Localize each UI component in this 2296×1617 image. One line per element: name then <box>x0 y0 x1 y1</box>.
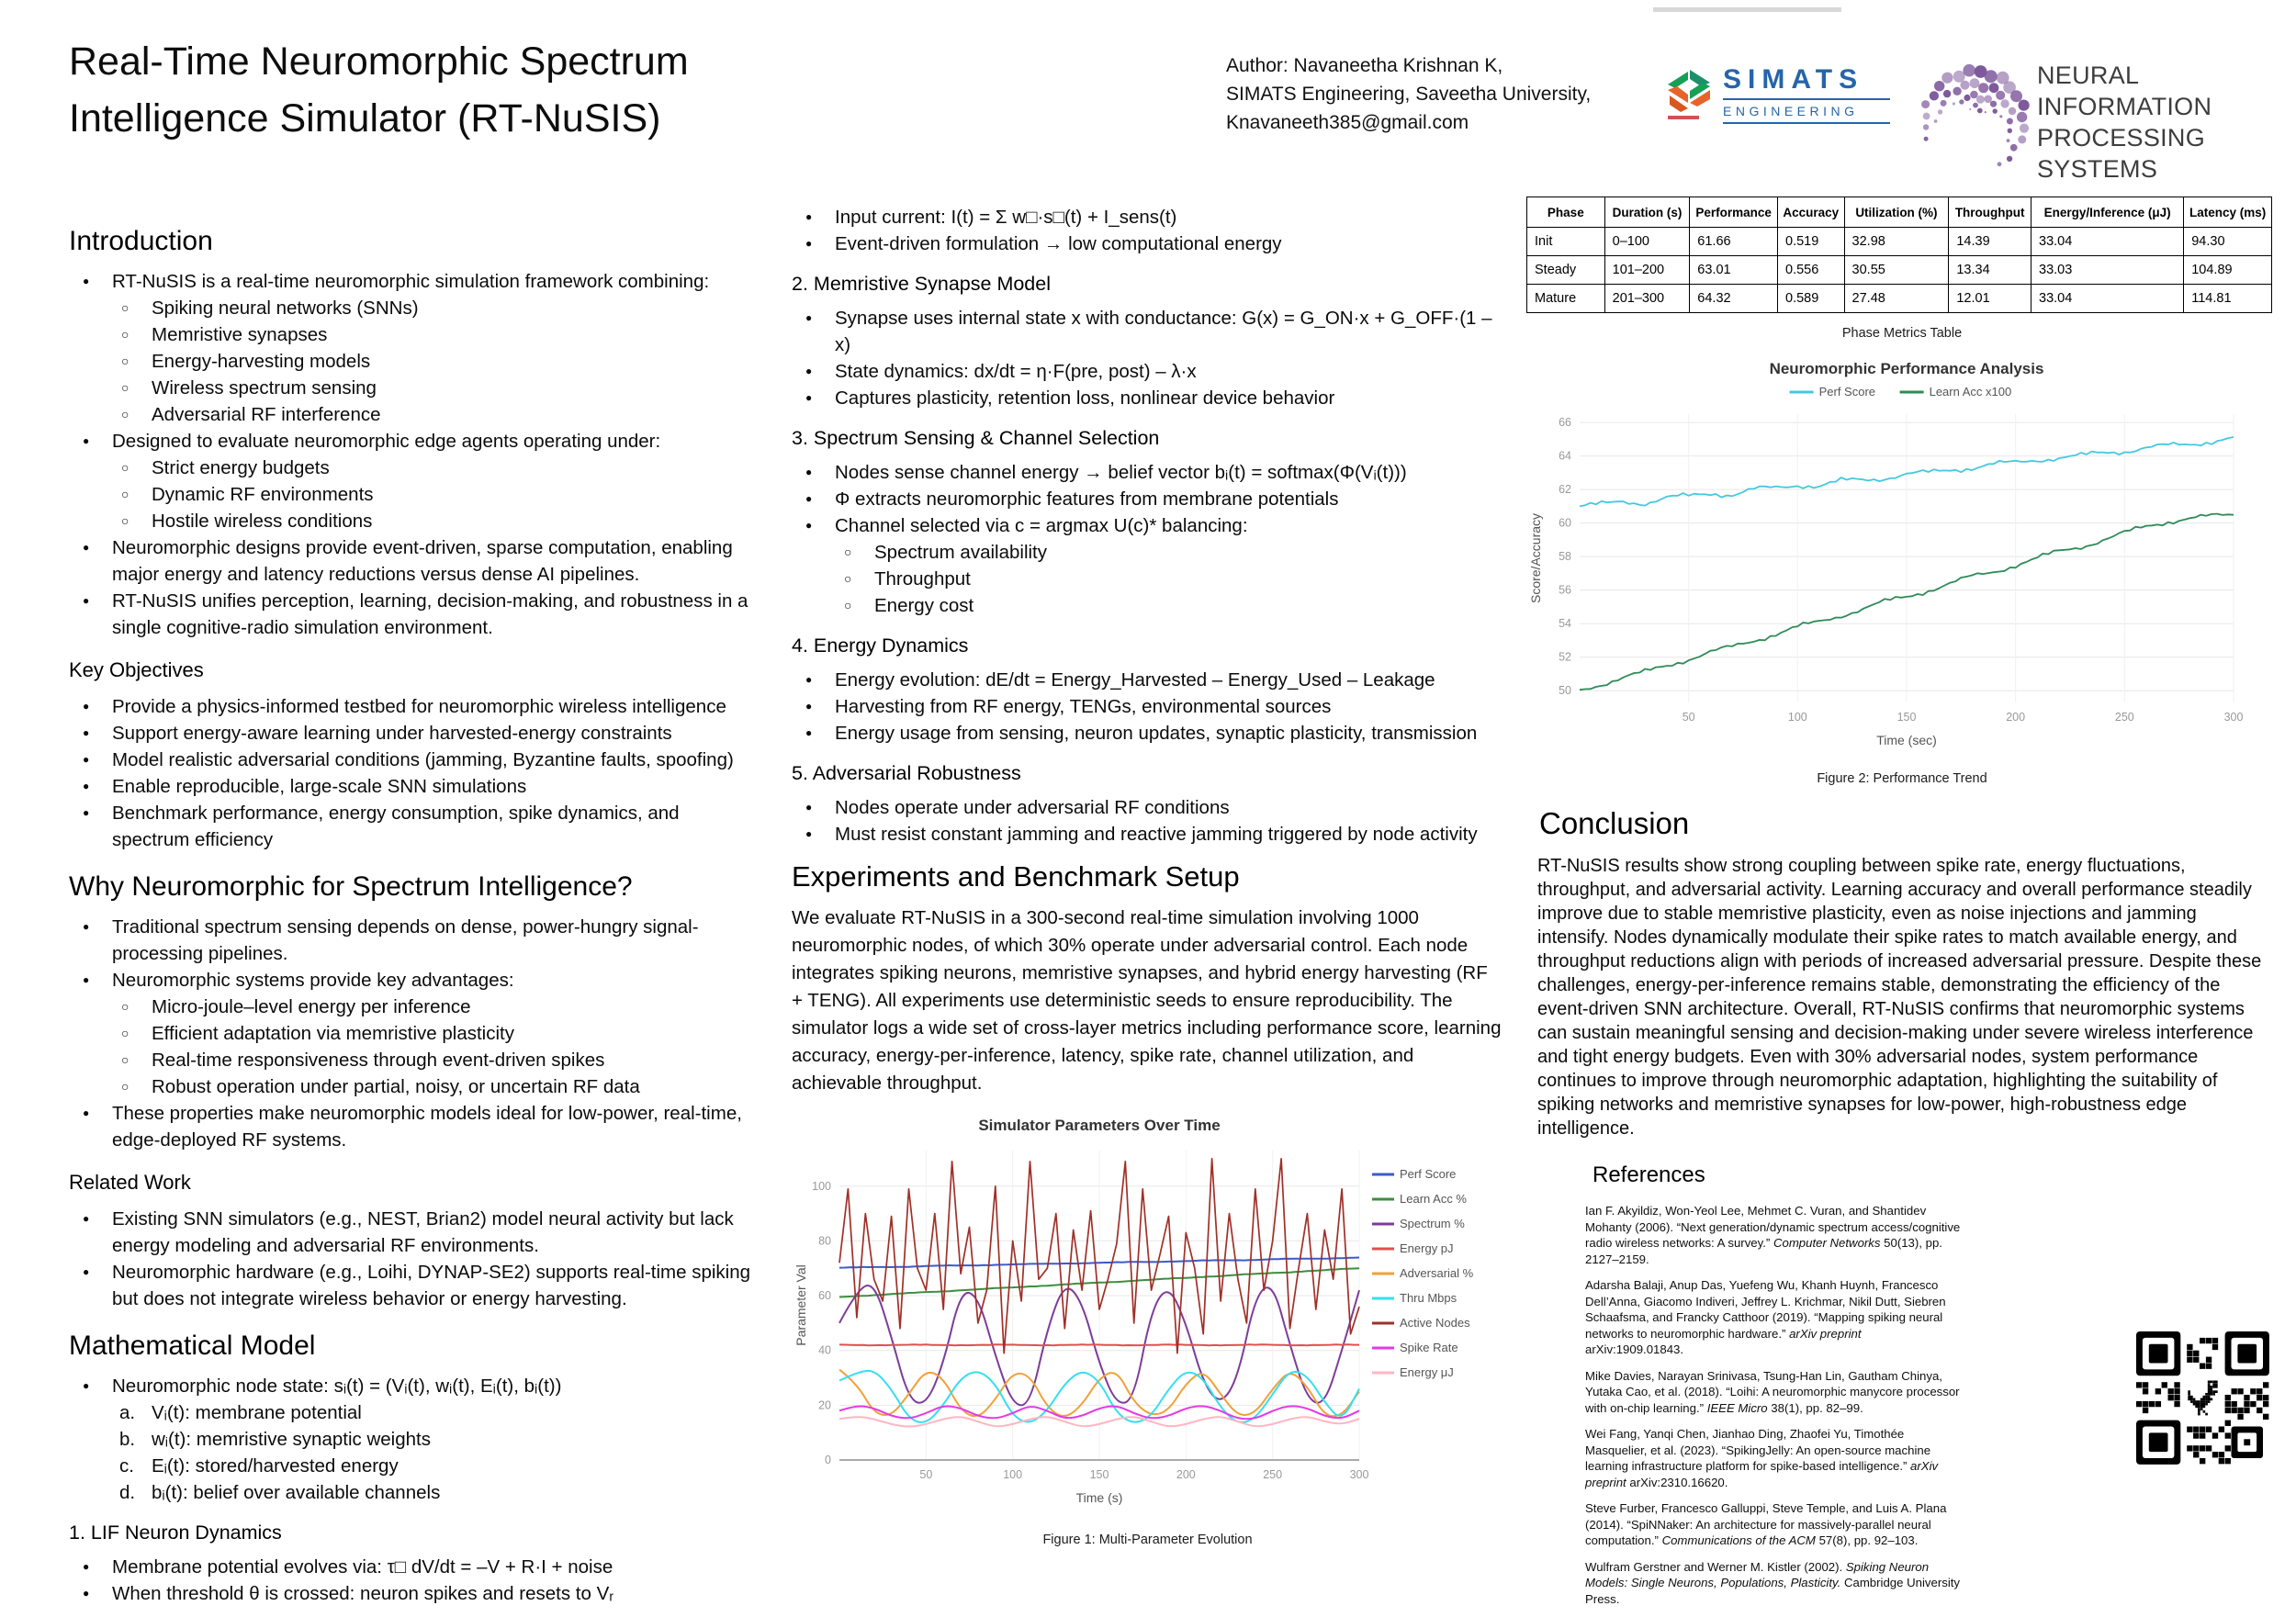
bullet-item: ● Enable reproducible, large-scale SNN simulations <box>69 773 756 800</box>
table-header-cell: Energy/Inference (μJ) <box>2032 197 2184 228</box>
swirl-dot <box>1953 102 1955 105</box>
affiliation-line: SIMATS Engineering, Saveetha University, <box>1226 84 1592 105</box>
subsection-heading: Related Work <box>69 1171 191 1194</box>
sub-bullet-item: ○ Micro-joule–level energy per inference <box>69 994 756 1020</box>
sub-bullet-item: ○ Spiking neural networks (SNNs) <box>69 295 756 321</box>
svg-text:Learn Acc %: Learn Acc % <box>1400 1192 1467 1206</box>
swirl-dot <box>1923 113 1930 120</box>
reference-text: arXiv preprint <box>1585 1459 1939 1489</box>
sub-bullet-item: ○ Wireless spectrum sensing <box>69 375 756 401</box>
bullet-item: ● Support energy-aware learning under harvested-energy constraints <box>69 720 756 747</box>
svg-text:100: 100 <box>1787 711 1807 724</box>
item-marker: a. <box>119 1402 136 1423</box>
neurips-line1: NEURAL INFORMATION <box>2037 61 2212 120</box>
svg-text:Spectrum %: Spectrum % <box>1400 1217 1465 1230</box>
legend-item <box>1790 385 1875 399</box>
svg-text:150: 150 <box>1896 711 1917 724</box>
bullet-item: ● Neuromorphic node state: sᵢ(t) = (Vᵢ(t), wᵢ(t), Eᵢ(t), bᵢ(t)) <box>69 1373 756 1399</box>
svg-text:66: 66 <box>1559 416 1571 430</box>
reference-text: Mike Davies, Narayan Srinivasa, Tsung-Han Lin, Gautham Chinya, Yutaka Cao, et al. (2018). “Loihi: A neuromorphic manycore processor with on-chip learning.” <box>1585 1368 1960 1415</box>
svg-text:50: 50 <box>919 1468 933 1481</box>
sub-bullet-item: ○ Throughput <box>792 566 1503 592</box>
svg-text:60: 60 <box>818 1289 831 1303</box>
svg-text:54: 54 <box>1559 617 1571 631</box>
item-marker: d. <box>119 1482 136 1503</box>
reference-text: 38(1), pp. 82–99. <box>1767 1400 1863 1415</box>
reference-text: IEEE Micro <box>1706 1400 1768 1415</box>
svg-text:Perf Score: Perf Score <box>1818 385 1876 399</box>
item-marker: b. <box>119 1429 136 1450</box>
table-row <box>1527 228 2272 256</box>
table-header-cell: Throughput <box>1949 197 2032 228</box>
references-heading: References <box>1593 1162 1705 1187</box>
swirl-dot <box>2019 100 2030 111</box>
svg-text:Active Nodes: Active Nodes <box>1400 1316 1470 1330</box>
bullet-item: ● Φ extracts neuromorphic features from membrane potentials <box>792 486 1503 512</box>
top-divider-bar <box>1653 7 1841 12</box>
table-cell: 0.556 <box>1778 256 1845 285</box>
table-header-cell: Accuracy <box>1778 197 1845 228</box>
swirl-dot <box>1963 64 1975 77</box>
svg-text:Score/Accuracy: Score/Accuracy <box>1528 512 1543 604</box>
table-cell: 0.519 <box>1778 228 1845 256</box>
figure1-caption: Figure 1: Multi-Parameter Evolution <box>1042 1533 1253 1547</box>
bullet-list <box>792 794 1503 848</box>
bullet-item: ● State dynamics: dx/dt = η·F(pre, post) – λ·x <box>792 358 1503 385</box>
bullet-item: ● Synapse uses internal state x with conductance: G(x) = G_ON·x + G_OFF·(1 – x) <box>792 305 1503 358</box>
bullet-list <box>69 1554 756 1607</box>
references-list <box>1526 1203 1963 1607</box>
sub-bullet-item: ○ Hostile wireless conditions <box>69 508 756 534</box>
legend-item <box>1372 1316 1470 1330</box>
swirl-dot <box>1973 103 1978 108</box>
svg-text:60: 60 <box>1559 516 1571 530</box>
table-header-row <box>1527 197 2272 228</box>
swirl-dot <box>1970 78 1980 88</box>
swirl-dot <box>2000 99 2009 107</box>
author-line: Author: Navaneetha Krishnan K, <box>1226 55 1503 76</box>
reference-item <box>1585 1559 1963 1608</box>
reference-text: Cambridge University Press. <box>1585 1576 1961 1606</box>
swirl-dot <box>1990 101 1997 107</box>
figure2-caption: Figure 2: Performance Trend <box>1817 771 1987 786</box>
swirl-dot <box>1959 99 1964 104</box>
svg-text:250: 250 <box>1263 1468 1283 1481</box>
author-block <box>1226 51 1591 137</box>
swirl-dot <box>1930 91 1939 100</box>
swirl-dot <box>1989 83 1999 93</box>
middle-column-text <box>792 204 1503 1097</box>
svg-text:Simulator Parameters Over Time: Simulator Parameters Over Time <box>978 1117 1221 1134</box>
figure2-chart <box>1526 352 2272 763</box>
bullet-item: ● Nodes operate under adversarial RF conditions <box>792 794 1503 821</box>
subsection-heading: 1. LIF Neuron Dynamics <box>69 1522 282 1544</box>
table-cell: 12.01 <box>1949 285 2032 313</box>
svg-text:20: 20 <box>818 1398 831 1412</box>
item-text: wᵢ(t): memristive synaptic weights <box>152 1429 431 1450</box>
simats-rule <box>1723 122 1890 124</box>
svg-text:Time (s): Time (s) <box>1075 1490 1123 1505</box>
table-cell: 104.89 <box>2184 256 2272 285</box>
reference-item <box>1585 1203 1963 1267</box>
chart-series-energy-pj <box>839 1344 1359 1345</box>
svg-text:56: 56 <box>1559 583 1571 597</box>
swirl-dot <box>1941 100 1947 107</box>
table-cell: 30.55 <box>1844 256 1949 285</box>
table-cell: 27.48 <box>1844 285 1949 313</box>
bullet-item: ● Nodes sense channel energy → belief vector bᵢ(t) = softmax(Φ(Vᵢ(t))) <box>792 459 1503 486</box>
bullet-list <box>792 459 1503 619</box>
bullet-item: ● These properties make neuromorphic models ideal for low-power, real-time, edge-deployed RF systems. <box>69 1100 756 1153</box>
bullet-list <box>69 268 756 641</box>
reference-text: arXiv:1909.01843. <box>1585 1342 1684 1356</box>
table-cell: 33.04 <box>2032 285 2184 313</box>
left-column <box>69 208 756 1607</box>
swirl-dot <box>2018 135 2026 143</box>
section-heading: Why Neuromorphic for Spectrum Intelligence? <box>69 871 633 902</box>
bullet-list <box>69 693 756 853</box>
subsection-heading: 3. Spectrum Sensing & Channel Selection <box>792 427 1160 449</box>
conclusion-paragraph: RT-NuSIS results show strong coupling between spike rate, energy fluctuations, throughput, and adversarial activity. Learning accuracy and overall performance steadily improve due to stable memristive plasticity, even as noise injections and jamming intensify. Nodes dynamically modulate their spike rates to match available energy, and throughput reductions align with periods of increased adversarial pressure. Despite these challenges, energy-per-inference remains stable, demonstrating the efficiency of the event-driven SNN architecture. Overall, RT-NuSIS confirms that neuromorphic systems can sustain meaningful sensing and decision-making under severe wireless interference and tight energy budgets. Even with 30% adversarial nodes, system performance continues to improve through neuromorphic adaptation, highlighting the suitability of spiking networks and memristive synapses for low-power, high-robustness edge intelligence. <box>1537 856 2262 1139</box>
swirl-dot <box>1975 65 1987 78</box>
table-header-cell: Duration (s) <box>1604 197 1690 228</box>
table-cell: 64.32 <box>1690 285 1778 313</box>
phase-metrics-table <box>1526 197 2272 313</box>
svg-text:Neuromorphic Performance Analy: Neuromorphic Performance Analysis <box>1769 360 2044 377</box>
bullet-item: ● Existing SNN simulators (e.g., NEST, Brian2) model neural activity but lack energy modeling and adversarial RF environments. <box>69 1206 756 1259</box>
sub-bullet-item: ○ Energy-harvesting models <box>69 348 756 375</box>
reference-text: Wulfram Gerstner and Werner M. Kistler (2002). <box>1585 1559 1846 1574</box>
subsection-heading: 5. Adversarial Robustness <box>792 762 1021 784</box>
svg-text:Time (sec): Time (sec) <box>1876 733 1937 747</box>
reference-text: Adarsha Balaji, Anup Das, Yuefeng Wu, Khanh Huynh, Francesco Dell’Anna, Giacomo Indiveri, Jeffrey L. Krichmar, Nikil Dutt, Siebren Schaafsma, and Francky Catthoor (2019). “Mapping spiking neural networks to neuromorphic hardware.” <box>1585 1278 1946 1341</box>
bullet-item: ● Benchmark performance, energy consumption, spike dynamics, and spectrum efficiency <box>69 800 756 853</box>
bullet-item: ● Must resist constant jamming and reactive jamming triggered by node activity <box>792 821 1503 848</box>
bullet-list <box>69 1206 756 1312</box>
sub-bullet-item: ○ Dynamic RF environments <box>69 481 756 508</box>
section-heading: Introduction <box>69 226 213 256</box>
page-title <box>69 33 689 147</box>
table-cell: 33.04 <box>2032 228 2184 256</box>
svg-text:58: 58 <box>1559 550 1571 564</box>
sub-bullet-item: ○ Efficient adaptation via memristive plasticity <box>69 1020 756 1047</box>
neurips-swirl-icon <box>1918 28 2037 216</box>
bullet-item: ● Harvesting from RF energy, TENGs, environmental sources <box>792 693 1503 720</box>
swirl-dot <box>1938 109 1942 114</box>
bullet-item: ● Membrane potential evolves via: τ□ dV/dt = –V + R·I + noise <box>69 1554 756 1580</box>
bullet-item: ● RT-NuSIS unifies perception, learning, decision-making, and robustness in a single cognitive-radio simulation environment. <box>69 588 756 641</box>
swirl-dot <box>1970 91 1978 99</box>
table-cell: Init <box>1527 228 1605 256</box>
sub-bullet-item: ○ Strict energy budgets <box>69 455 756 481</box>
svg-text:300: 300 <box>1349 1468 1369 1481</box>
swirl-dot <box>1984 95 1992 104</box>
table-header-cell: Performance <box>1690 197 1778 228</box>
sub-bullet-item: ○ Real-time responsiveness through event-driven spikes <box>69 1047 756 1073</box>
lettered-item <box>69 1479 756 1506</box>
table-cell: 33.03 <box>2032 256 2184 285</box>
simats-subtext: ENGINEERING <box>1723 104 1859 118</box>
bullet-item: ● Neuromorphic hardware (e.g., Loihi, DYNAP-SE2) supports real-time spiking but does not integrate wireless behavior or energy harvesting. <box>69 1259 756 1312</box>
reference-text: Ian F. Akyildiz, Won-Yeol Lee, Mehmet C. Vuran, and Shantidev Mohanty (2006). “Next generation/dynamic spectrum access/cognitive radio wireless networks: A survey.” <box>1585 1204 1961 1250</box>
swirl-dot <box>2008 129 2012 133</box>
figure1-chart <box>792 1106 1506 1524</box>
svg-text:Spike Rate: Spike Rate <box>1400 1341 1458 1354</box>
swirl-dot <box>1934 81 1944 91</box>
subsection-heading: Key Objectives <box>69 658 204 681</box>
lettered-list <box>69 1399 756 1506</box>
neurips-logo-text <box>2037 60 2296 185</box>
figure2 <box>1526 352 2278 786</box>
bullet-item: ● Provide a physics-informed testbed for neuromorphic wireless intelligence <box>69 693 756 720</box>
swirl-dot <box>1923 124 1929 129</box>
svg-text:Learn Acc x100: Learn Acc x100 <box>1929 385 2012 399</box>
reference-text: Steve Furber, Francesco Galluppi, Steve Temple, and Luis A. Plana (2014). “SpiNNaker: An architecture for massively-parallel neural computation.” <box>1585 1501 1947 1547</box>
item-text: Eᵢ(t): stored/harvested energy <box>152 1455 399 1477</box>
bullet-list <box>792 204 1503 257</box>
table-cell: 101–200 <box>1604 256 1690 285</box>
swirl-dot <box>1996 91 2005 100</box>
table-header-cell: Utilization (%) <box>1844 197 1949 228</box>
section-heading: Mathematical Model <box>69 1331 316 1361</box>
middle-column <box>792 204 1503 1547</box>
bullet-item: ● Captures plasticity, retention loss, nonlinear device behavior <box>792 385 1503 411</box>
svg-text:40: 40 <box>818 1343 831 1357</box>
reference-text: arXiv preprint <box>1789 1326 1862 1341</box>
table-cell: 201–300 <box>1604 285 1690 313</box>
simats-logo <box>1664 64 1890 129</box>
table-cell: 32.98 <box>1844 228 1949 256</box>
table-header-cell: Phase <box>1527 197 1605 228</box>
reference-text: Computer Networks <box>1773 1236 1881 1250</box>
bullet-item: ● Event-driven formulation → low computational energy <box>792 230 1503 257</box>
lettered-item <box>69 1453 756 1479</box>
bullet-list <box>792 667 1503 747</box>
legend-item <box>1372 1365 1454 1379</box>
reference-text: Wei Fang, Yanqi Chen, Jianhao Ding, Zhaofei Yu, Timothée Masquelier, et al. (2023). “SpikingJelly: An open-source machine learning infrastructure platform for spike-based intelligence.” <box>1585 1427 1931 1473</box>
table-cell: Mature <box>1527 285 1605 313</box>
swirl-dot <box>2007 118 2013 125</box>
lettered-item <box>69 1399 756 1426</box>
bullet-list <box>792 305 1503 411</box>
svg-text:80: 80 <box>818 1234 831 1248</box>
swirl-dot <box>2009 107 2016 115</box>
conclusion-heading: Conclusion <box>1539 806 1690 840</box>
sub-bullet-item: ○ Spectrum availability <box>792 539 1503 566</box>
swirl-dot <box>1960 81 1969 90</box>
table-row <box>1527 285 2272 313</box>
swirl-dot <box>1934 119 1938 123</box>
email-line: Knavaneeth385@gmail.com <box>1226 112 1469 133</box>
simats-logo-text <box>1723 64 1890 127</box>
svg-text:100: 100 <box>1003 1468 1023 1481</box>
table-header-cell: Latency (ms) <box>2184 197 2272 228</box>
swirl-dot <box>1997 72 2009 84</box>
bullet-item: ● Energy evolution: dE/dt = Energy_Harvested – Energy_Used – Leakage <box>792 667 1503 693</box>
subsection-heading: 4. Energy Dynamics <box>792 634 969 657</box>
bullet-item: ● RT-NuSIS is a real-time neuromorphic simulation framework combining: <box>69 268 756 295</box>
swirl-dot <box>1976 95 1985 104</box>
table-cell: 13.34 <box>1949 256 2032 285</box>
svg-text:Adversarial %: Adversarial % <box>1400 1266 1474 1280</box>
bullet-item: ● Input current: I(t) = Σ w□·s□(t) + I_sens(t) <box>792 204 1503 230</box>
swirl-dot <box>1969 108 1971 110</box>
item-marker: c. <box>119 1455 134 1477</box>
body-paragraph: We evaluate RT-NuSIS in a 300-second real-time simulation involving 1000 neuromorphic nodes, of which 30% operate under adversarial control. Each node integrates spiking neurons, memristive synapses, and hybrid energy harvesting (RF + TENG). All experiments use deterministic seeds to ensure reproducibility. The simulator logs a wide set of cross-layer metrics including performance score, learning accuracy, energy-per-inference, latency, spike rate, channel utilization, and achievable throughput. <box>792 907 1502 1094</box>
subsection-heading: 2. Memristive Synapse Model <box>792 273 1051 295</box>
swirl-dot <box>1964 95 1970 101</box>
swirl-dot <box>1978 83 1988 93</box>
table-caption: Phase Metrics Table <box>1841 326 1963 341</box>
swirl-dot <box>1941 73 1953 84</box>
svg-text:50: 50 <box>1559 684 1571 698</box>
table-cell: 14.39 <box>1949 228 2032 256</box>
reference-item <box>1585 1368 1963 1417</box>
reference-item <box>1585 1277 1963 1358</box>
legend-item <box>1372 1167 1456 1181</box>
bullet-item: ● Channel selected via c = argmax U(c)* balancing: <box>792 512 1503 539</box>
neurips-line2: PROCESSING SYSTEMS <box>2037 123 2206 183</box>
legend-item <box>1372 1217 1465 1230</box>
reference-text: 50(13), pp. 2127–2159. <box>1585 1236 1942 1266</box>
svg-text:Perf Score: Perf Score <box>1400 1167 1457 1181</box>
simats-diamond-icon <box>1664 64 1714 129</box>
legend-item <box>1372 1266 1474 1280</box>
svg-text:150: 150 <box>1089 1468 1109 1481</box>
bullet-item: ● Traditional spectrum sensing depends on dense, power-hungry signal-processing pipelines. <box>69 914 756 967</box>
svg-text:Thru Mbps: Thru Mbps <box>1400 1291 1458 1305</box>
bullet-list <box>69 1373 756 1399</box>
lettered-item <box>69 1426 756 1453</box>
bullet-item: ● Designed to evaluate neuromorphic edge agents operating under: <box>69 428 756 455</box>
swirl-dot <box>1943 90 1951 97</box>
swirl-dot <box>1924 137 1929 141</box>
swirl-dot <box>1921 100 1930 108</box>
table-row <box>1527 256 2272 285</box>
swirl-dot <box>1985 111 1986 113</box>
table-cell: 63.01 <box>1690 256 1778 285</box>
page-title-line2: Intelligence Simulator (RT-NuSIS) <box>69 96 661 140</box>
table-cell: 0–100 <box>1604 228 1690 256</box>
legend-item <box>1372 1341 1458 1354</box>
swirl-dot <box>2010 144 2018 152</box>
svg-text:Energy μJ: Energy μJ <box>1400 1365 1454 1379</box>
section-heading: Experiments and Benchmark Setup <box>792 860 1240 893</box>
simats-wordmark: SIMATS <box>1723 64 1864 95</box>
bullet-item: ● When threshold θ is crossed: neuron spikes and resets to Vᵣ <box>69 1580 756 1607</box>
swirl-dot <box>2007 139 2010 142</box>
legend-item <box>1372 1241 1454 1255</box>
swirl-dot <box>1993 108 1998 113</box>
legend-item <box>1372 1291 1458 1305</box>
sub-bullet-item: ○ Memristive synapses <box>69 321 756 348</box>
sub-bullet-item: ○ Adversarial RF interference <box>69 401 756 428</box>
bullet-list <box>69 914 756 1153</box>
bullet-item: ● Neuromorphic systems provide key advantages: <box>69 967 756 994</box>
item-text: Vᵢ(t): membrane potential <box>152 1402 362 1423</box>
figure1 <box>792 1106 1503 1547</box>
swirl-dot <box>1953 71 1965 83</box>
legend-item <box>1900 385 2012 399</box>
table-cell: 114.81 <box>2184 285 2272 313</box>
neurips-logo <box>1918 28 2296 216</box>
bullet-item: ● Neuromorphic designs provide event-driven, sparse computation, enabling major energy and latency reductions versus dense AI pipelines. <box>69 534 756 588</box>
reference-text: Communications of the ACM <box>1661 1533 1816 1547</box>
sub-bullet-item: ○ Energy cost <box>792 592 1503 619</box>
reference-item <box>1585 1500 1963 1549</box>
svg-text:200: 200 <box>1176 1468 1196 1481</box>
svg-text:52: 52 <box>1559 650 1571 664</box>
swirl-dot <box>2020 124 2029 133</box>
table-cell: 0.589 <box>1778 285 1845 313</box>
swirl-dot <box>1998 162 2002 166</box>
reference-text: Spiking Neuron Models: Single Neurons, Populations, Plasticity. <box>1585 1559 1930 1589</box>
swirl-dot <box>1953 87 1961 95</box>
reference-item <box>1585 1426 1963 1490</box>
item-text: bᵢ(t): belief over available channels <box>152 1482 441 1503</box>
table-cell: 61.66 <box>1690 228 1778 256</box>
swirl-dot <box>1999 115 2002 118</box>
simats-rule <box>1723 98 1890 100</box>
table-cell: 94.30 <box>2184 228 2272 256</box>
legend-item <box>1372 1192 1467 1206</box>
sub-bullet-item: ○ Robust operation under partial, noisy, or uncertain RF data <box>69 1073 756 1100</box>
svg-text:Parameter Val: Parameter Val <box>793 1264 808 1346</box>
svg-text:100: 100 <box>812 1179 831 1193</box>
svg-text:Energy pJ: Energy pJ <box>1400 1241 1454 1255</box>
svg-text:0: 0 <box>825 1454 831 1466</box>
swirl-dot <box>2017 112 2027 122</box>
svg-text:250: 250 <box>2114 711 2134 724</box>
qr-code <box>2129 1324 2276 1471</box>
table-cell: Steady <box>1527 256 1605 285</box>
bullet-item: ● Model realistic adversarial conditions (jamming, Byzantine faults, spoofing) <box>69 747 756 773</box>
svg-text:64: 64 <box>1559 449 1571 463</box>
reference-text: 57(8), pp. 92–103. <box>1815 1533 1919 1547</box>
svg-text:50: 50 <box>1682 711 1695 724</box>
bullet-item: ● Energy usage from sensing, neuron updates, synaptic plasticity, transmission <box>792 720 1503 747</box>
reference-text: arXiv:2310.16620. <box>1626 1475 1728 1489</box>
svg-text:62: 62 <box>1559 483 1571 497</box>
page-title-line1: Real-Time Neuromorphic Spectrum <box>69 39 689 84</box>
svg-text:200: 200 <box>2006 711 2026 724</box>
swirl-dot <box>2007 156 2012 162</box>
svg-text:300: 300 <box>2223 711 2244 724</box>
swirl-dot <box>1977 108 1983 114</box>
